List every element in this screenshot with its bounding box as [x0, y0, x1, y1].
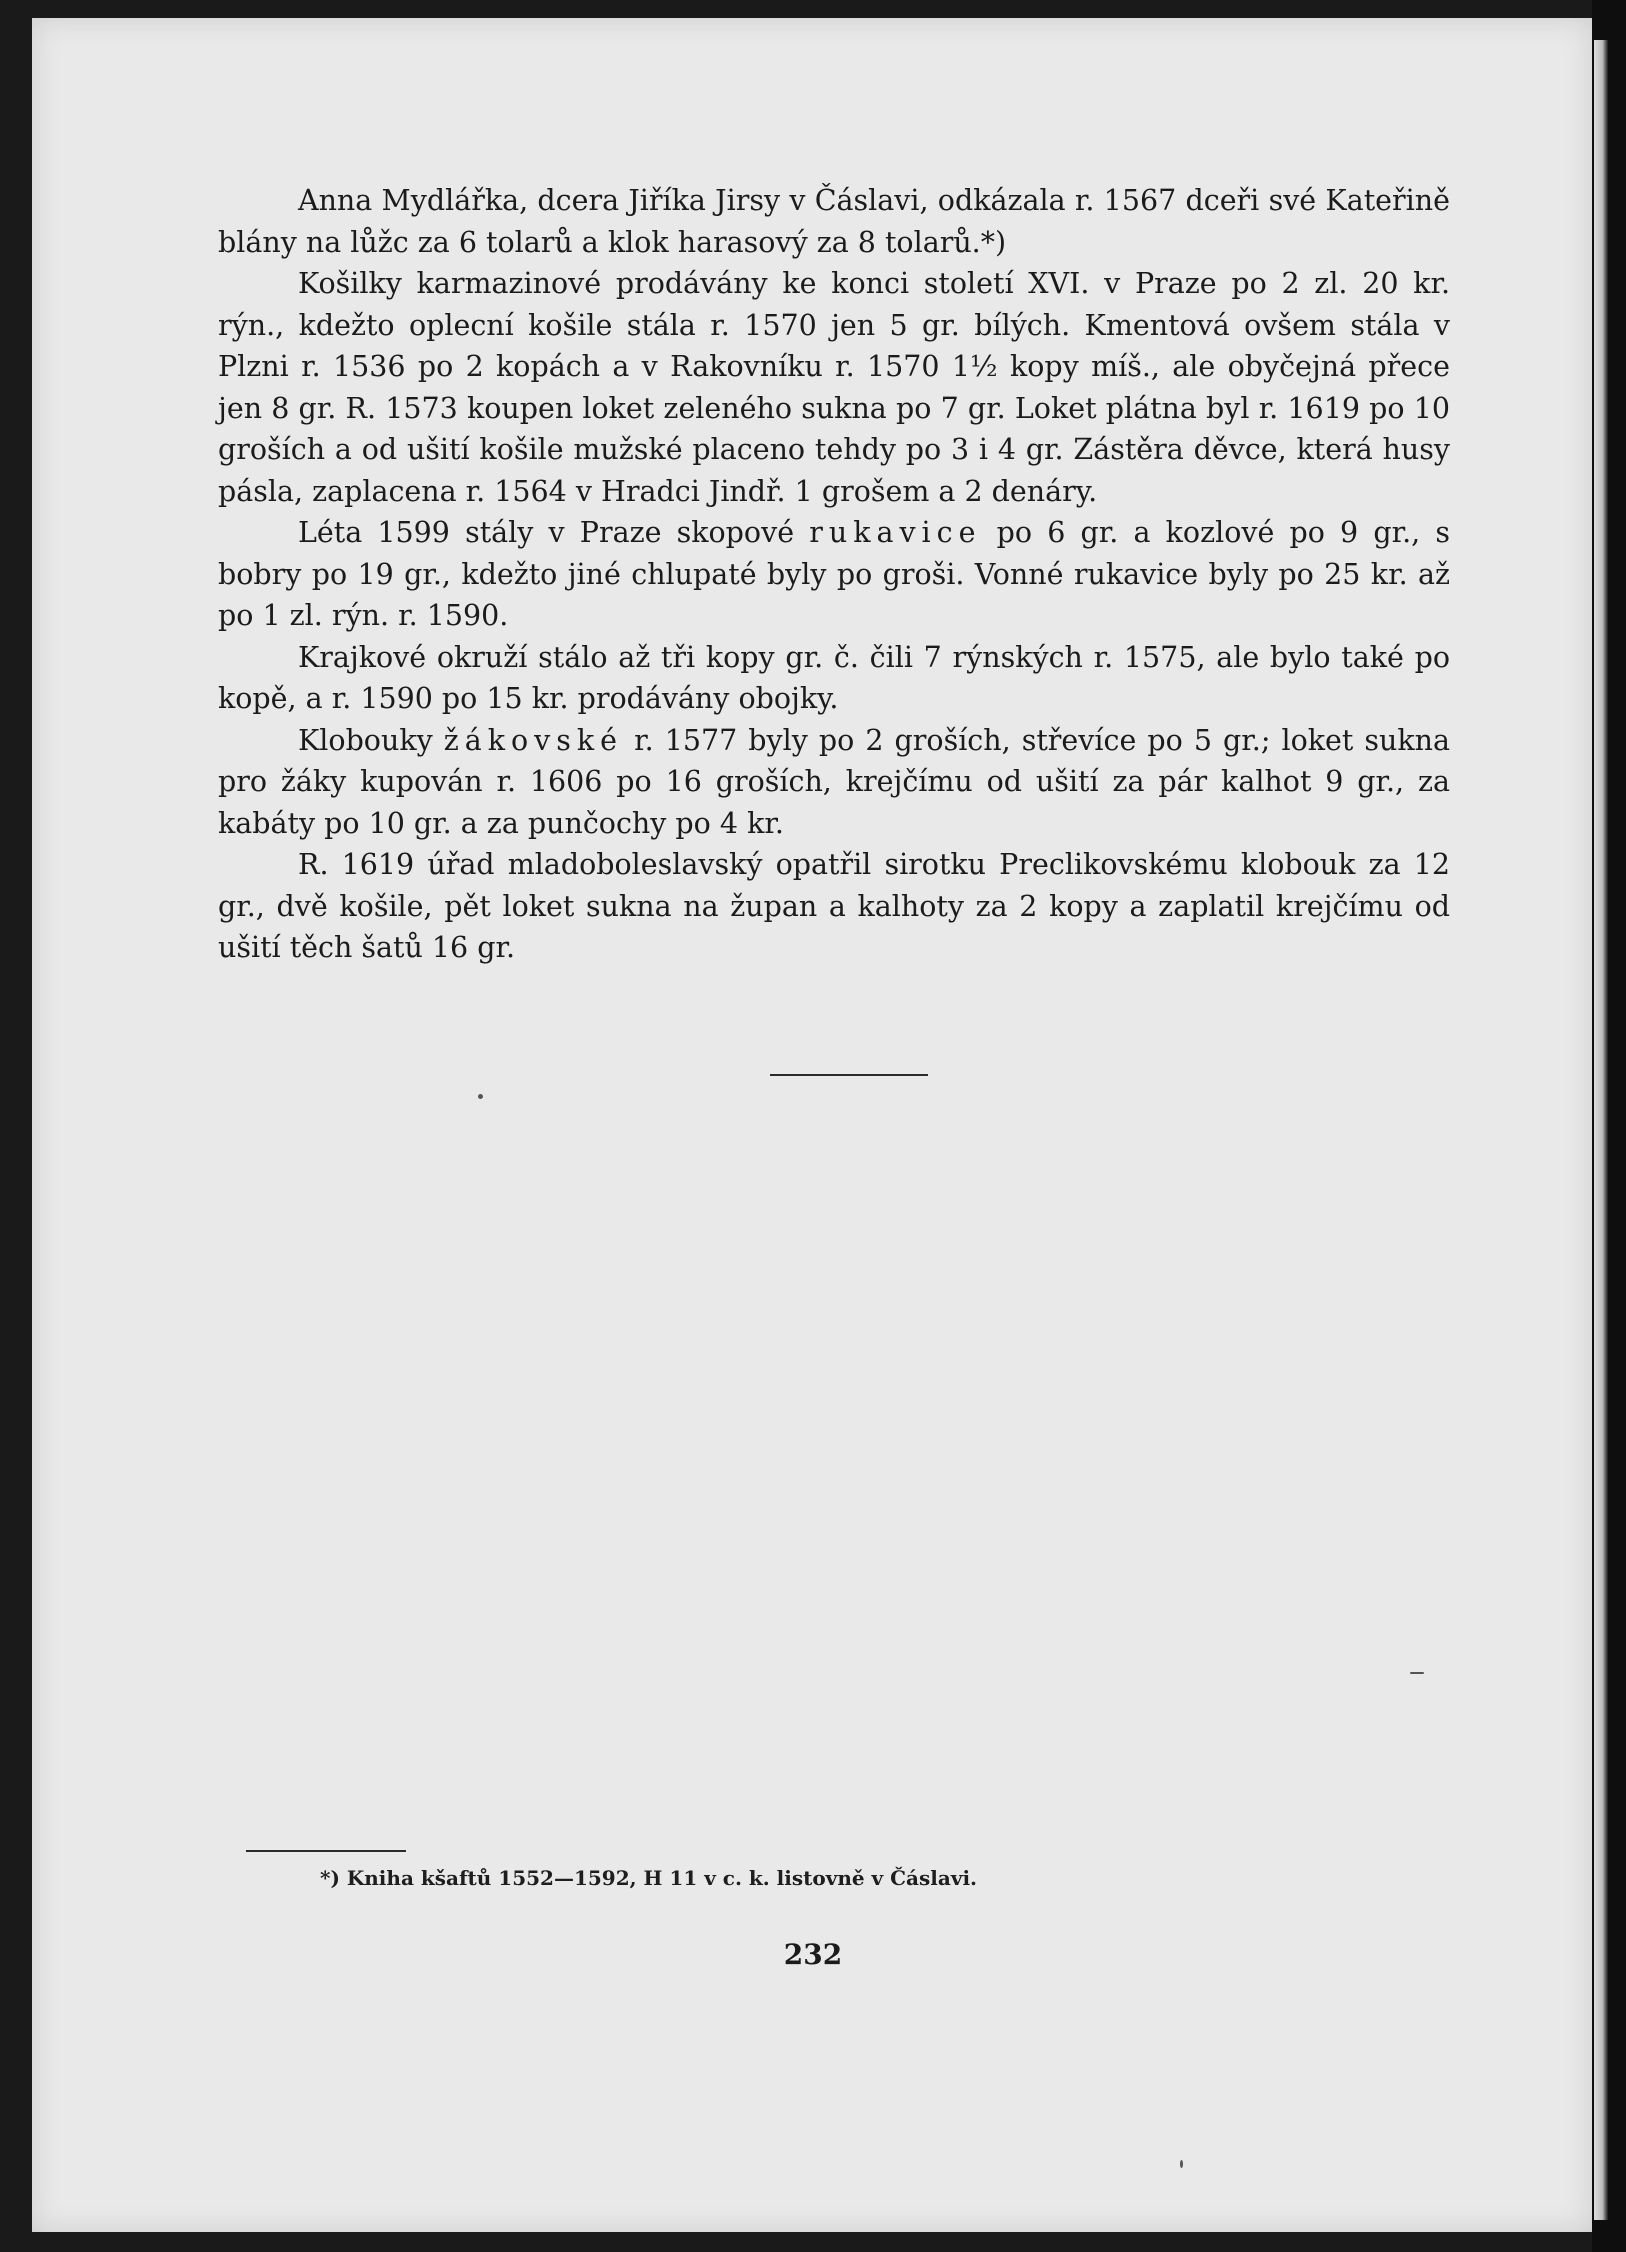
paragraph-text: po 6 gr. a kozlové po 9 gr., s bobry po 19 gr., kdežto jiné chlupaté byly po groši. Vonné rukavice byly po 25 kr. až po 1 zl. rýn. r. 1590. — [218, 516, 1450, 632]
paragraph-text: Krajkové okruží stálo až tři kopy gr. č. čili 7 rýnských r. 1575, ale bylo také po kopě, a r. 1590 po 15 kr. prodávány obojky. — [218, 640, 1450, 715]
footnote-rule — [246, 1850, 406, 1852]
paragraph — [218, 637, 1450, 720]
section-divider — [770, 1074, 928, 1076]
paragraph-text: Anna Mydlářka, dcera Jiříka Jirsy v Čáslavi, odkázala r. 1567 dceři své Kateřině blány na lůžc za 6 tolarů a klok harasový za 8 tolarů.*) — [218, 184, 1450, 259]
paragraph — [218, 263, 1450, 512]
scan-speck — [1410, 1672, 1424, 1674]
paragraph-text: r. 1577 byly po 2 groších, střevíce po 5 gr.; loket sukna pro žáky kupován r. 1606 po 16 groších, krejčímu od ušití za pár kalhot 9 gr., za kabáty po 10 gr. a za punčochy po 4 kr. — [218, 723, 1450, 840]
emphasized-word: žákovské — [443, 723, 624, 757]
paragraph — [218, 180, 1450, 263]
paragraph-text: Klobouky — [298, 723, 444, 757]
main-text — [218, 180, 1450, 969]
paragraph-text: R. 1619 úřad mladoboleslavský opatřil sirotku Preclikovskému klobouk za 12 gr., dvě košile, pět loket sukna na župan a kalhoty za 2 kopy a zaplatil krejčímu od ušití těch šatů 16 gr. — [218, 848, 1450, 964]
scan-speck — [1180, 2160, 1183, 2168]
paragraph — [218, 512, 1450, 637]
paragraph — [218, 720, 1450, 845]
emphasized-word: rukavice — [809, 516, 982, 549]
scan-right-edge — [1592, 0, 1626, 2252]
paragraph-text: Košilky karmazinové prodávány ke konci století XVI. v Praze po 2 zl. 20 kr. rýn., kdežto oplecní košile stála r. 1570 jen 5 gr. bílých. Kmentová ovšem stála v Plzni r. 1536 po 2 kopách a v Rakovníku r. 1570 1½ kopy míš., ale obyčejná přece jen 8 gr. R. 1573 koupen loket zeleného sukna po 7 gr. Loket plátna byl r. 1619 po 10 groších a od ušití košile mužské placeno tehdy po 3 i 4 gr. Zástěra děvce, která husy pásla, zaplacena r. 1564 v Hradci Jindř. 1 grošem a 2 denáry. — [218, 267, 1450, 508]
scan-speck — [478, 1094, 483, 1099]
page-curl — [1594, 40, 1608, 2220]
paragraph — [218, 844, 1450, 969]
page-number: 232 — [783, 1938, 843, 1971]
footnote: *) Kniha kšaftů 1552—1592, H 11 v c. k. listovně v Čáslavi. — [320, 1866, 978, 1890]
paragraph-text: Léta 1599 stály v Praze skopové — [298, 516, 810, 549]
